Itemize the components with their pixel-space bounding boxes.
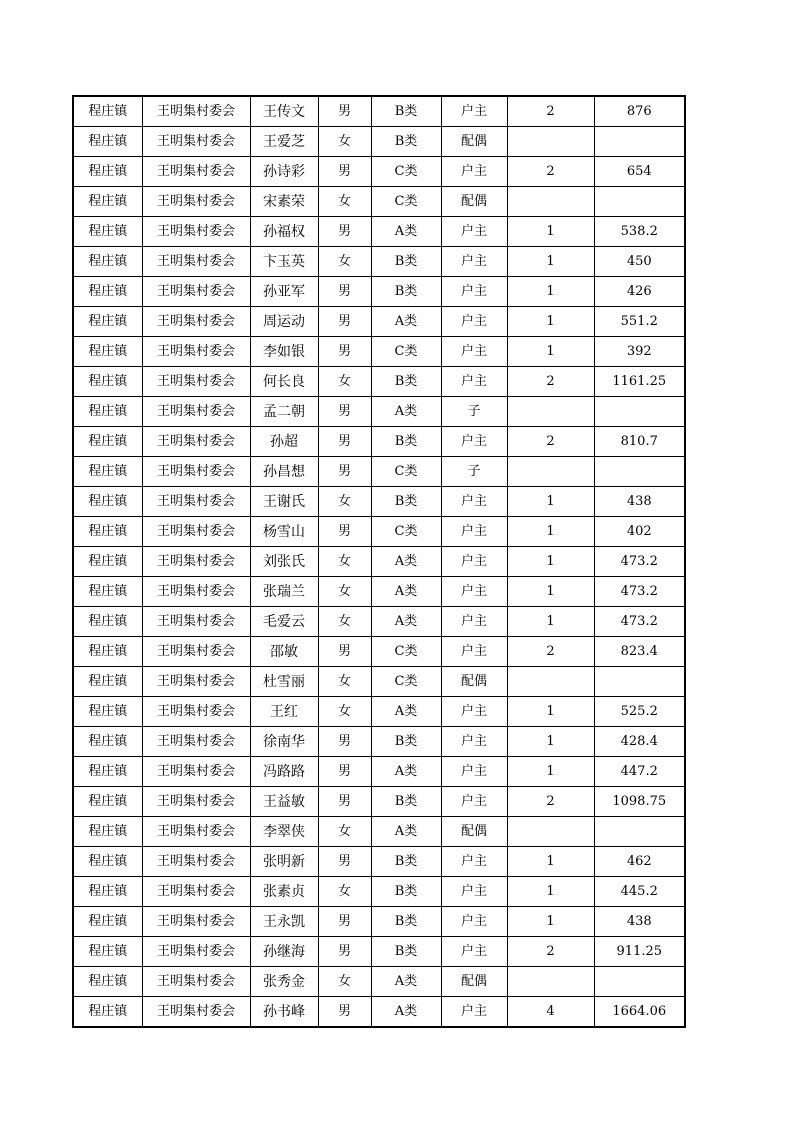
amount-cell: 654 (594, 157, 685, 187)
town-cell: 程庄镇 (73, 757, 142, 787)
household-size-cell: 4 (507, 997, 594, 1028)
table-row (73, 337, 685, 367)
village-cell: 王明集村委会 (142, 217, 250, 247)
village-cell: 王明集村委会 (142, 577, 250, 607)
village-cell: 王明集村委会 (142, 667, 250, 697)
household-size-cell: 1 (507, 757, 594, 787)
gender-cell: 男 (318, 457, 371, 487)
gender-cell: 男 (318, 307, 371, 337)
person-name-cell: 杜雪丽 (250, 667, 318, 697)
gender-cell: 女 (318, 187, 371, 217)
gender-cell: 男 (318, 277, 371, 307)
category-cell: A类 (371, 757, 441, 787)
person-name-cell: 冯路路 (250, 757, 318, 787)
gender-cell: 男 (318, 847, 371, 877)
category-cell: B类 (371, 96, 441, 127)
category-cell: A类 (371, 967, 441, 997)
person-name-cell: 王益敏 (250, 787, 318, 817)
town-cell: 程庄镇 (73, 157, 142, 187)
village-cell: 王明集村委会 (142, 457, 250, 487)
village-cell: 王明集村委会 (142, 907, 250, 937)
gender-cell: 女 (318, 667, 371, 697)
category-cell: C类 (371, 187, 441, 217)
relation-cell: 户主 (441, 607, 507, 637)
gender-cell: 女 (318, 817, 371, 847)
town-cell: 程庄镇 (73, 697, 142, 727)
household-size-cell: 1 (507, 727, 594, 757)
relation-cell: 户主 (441, 937, 507, 967)
amount-cell (594, 967, 685, 997)
table-row (73, 157, 685, 187)
village-cell: 王明集村委会 (142, 487, 250, 517)
amount-cell (594, 397, 685, 427)
town-cell: 程庄镇 (73, 367, 142, 397)
town-cell: 程庄镇 (73, 217, 142, 247)
relation-cell: 户主 (441, 307, 507, 337)
category-cell: A类 (371, 817, 441, 847)
gender-cell: 男 (318, 637, 371, 667)
relation-cell: 户主 (441, 577, 507, 607)
table-row (73, 787, 685, 817)
person-name-cell: 孙超 (250, 427, 318, 457)
category-cell: C类 (371, 637, 441, 667)
amount-cell: 911.25 (594, 937, 685, 967)
gender-cell: 女 (318, 577, 371, 607)
gender-cell: 女 (318, 127, 371, 157)
town-cell: 程庄镇 (73, 787, 142, 817)
relation-cell: 户主 (441, 517, 507, 547)
household-size-cell (507, 967, 594, 997)
relation-cell: 户主 (441, 427, 507, 457)
gender-cell: 男 (318, 96, 371, 127)
person-name-cell: 王永凯 (250, 907, 318, 937)
household-size-cell: 1 (507, 847, 594, 877)
household-size-cell: 2 (507, 637, 594, 667)
gender-cell: 男 (318, 517, 371, 547)
relation-cell: 户主 (441, 547, 507, 577)
amount-cell: 428.4 (594, 727, 685, 757)
person-name-cell: 王红 (250, 697, 318, 727)
town-cell: 程庄镇 (73, 457, 142, 487)
person-name-cell: 李翠侠 (250, 817, 318, 847)
household-size-cell: 1 (507, 607, 594, 637)
town-cell: 程庄镇 (73, 967, 142, 997)
town-cell: 程庄镇 (73, 427, 142, 457)
relation-cell: 户主 (441, 907, 507, 937)
relation-cell: 配偶 (441, 667, 507, 697)
amount-cell: 462 (594, 847, 685, 877)
amount-cell: 525.2 (594, 697, 685, 727)
village-cell: 王明集村委会 (142, 397, 250, 427)
amount-cell: 392 (594, 337, 685, 367)
table-row (73, 307, 685, 337)
table-row (73, 487, 685, 517)
relation-cell: 配偶 (441, 817, 507, 847)
gender-cell: 男 (318, 727, 371, 757)
category-cell: C类 (371, 157, 441, 187)
village-cell: 王明集村委会 (142, 277, 250, 307)
household-size-cell: 1 (507, 697, 594, 727)
person-name-cell: 宋素荣 (250, 187, 318, 217)
gender-cell: 男 (318, 937, 371, 967)
village-cell: 王明集村委会 (142, 817, 250, 847)
village-cell: 王明集村委会 (142, 607, 250, 637)
relation-cell: 户主 (441, 997, 507, 1028)
category-cell: C类 (371, 517, 441, 547)
amount-cell: 445.2 (594, 877, 685, 907)
category-cell: B类 (371, 907, 441, 937)
person-name-cell: 孙诗彩 (250, 157, 318, 187)
person-name-cell: 孙福权 (250, 217, 318, 247)
category-cell: A类 (371, 217, 441, 247)
village-cell: 王明集村委会 (142, 877, 250, 907)
household-size-cell: 1 (507, 877, 594, 907)
table-row (73, 697, 685, 727)
amount-cell (594, 187, 685, 217)
town-cell: 程庄镇 (73, 847, 142, 877)
person-name-cell: 邵敏 (250, 637, 318, 667)
category-cell: B类 (371, 427, 441, 457)
relation-cell: 户主 (441, 277, 507, 307)
household-size-cell (507, 667, 594, 697)
table-row (73, 547, 685, 577)
person-name-cell: 李如银 (250, 337, 318, 367)
person-name-cell: 孟二朝 (250, 397, 318, 427)
person-name-cell: 王爱芝 (250, 127, 318, 157)
table-row (73, 96, 685, 127)
relation-cell: 户主 (441, 787, 507, 817)
village-cell: 王明集村委会 (142, 187, 250, 217)
gender-cell: 女 (318, 367, 371, 397)
category-cell: A类 (371, 697, 441, 727)
person-name-cell: 张秀金 (250, 967, 318, 997)
amount-cell: 1664.06 (594, 997, 685, 1028)
relation-cell: 户主 (441, 157, 507, 187)
household-size-cell: 1 (507, 277, 594, 307)
town-cell: 程庄镇 (73, 877, 142, 907)
household-size-cell: 2 (507, 96, 594, 127)
town-cell: 程庄镇 (73, 907, 142, 937)
village-cell: 王明集村委会 (142, 247, 250, 277)
person-name-cell: 王谢氏 (250, 487, 318, 517)
town-cell: 程庄镇 (73, 607, 142, 637)
relation-cell: 配偶 (441, 187, 507, 217)
table-row (73, 277, 685, 307)
town-cell: 程庄镇 (73, 397, 142, 427)
table-row (73, 637, 685, 667)
amount-cell: 538.2 (594, 217, 685, 247)
household-size-cell: 2 (507, 157, 594, 187)
table-row (73, 937, 685, 967)
amount-cell: 447.2 (594, 757, 685, 787)
gender-cell: 男 (318, 907, 371, 937)
amount-cell: 473.2 (594, 577, 685, 607)
village-cell: 王明集村委会 (142, 937, 250, 967)
village-cell: 王明集村委会 (142, 157, 250, 187)
village-cell: 王明集村委会 (142, 727, 250, 757)
household-size-cell: 1 (507, 247, 594, 277)
amount-cell: 810.7 (594, 427, 685, 457)
amount-cell: 438 (594, 907, 685, 937)
relation-cell: 配偶 (441, 967, 507, 997)
relation-cell: 户主 (441, 847, 507, 877)
category-cell: B类 (371, 367, 441, 397)
relation-cell: 户主 (441, 697, 507, 727)
relation-cell: 户主 (441, 217, 507, 247)
person-name-cell: 周运动 (250, 307, 318, 337)
household-size-cell: 1 (507, 907, 594, 937)
table-row (73, 217, 685, 247)
gender-cell: 男 (318, 217, 371, 247)
gender-cell: 女 (318, 247, 371, 277)
amount-cell: 426 (594, 277, 685, 307)
category-cell: B类 (371, 787, 441, 817)
table-row (73, 457, 685, 487)
town-cell: 程庄镇 (73, 96, 142, 127)
household-size-cell: 1 (507, 547, 594, 577)
person-name-cell: 孙继海 (250, 937, 318, 967)
village-cell: 王明集村委会 (142, 547, 250, 577)
town-cell: 程庄镇 (73, 817, 142, 847)
amount-cell: 473.2 (594, 547, 685, 577)
town-cell: 程庄镇 (73, 667, 142, 697)
gender-cell: 男 (318, 757, 371, 787)
amount-cell: 1161.25 (594, 367, 685, 397)
household-size-cell: 2 (507, 427, 594, 457)
town-cell: 程庄镇 (73, 577, 142, 607)
gender-cell: 女 (318, 967, 371, 997)
household-size-cell (507, 817, 594, 847)
person-name-cell: 杨雪山 (250, 517, 318, 547)
category-cell: A类 (371, 577, 441, 607)
person-name-cell: 张瑞兰 (250, 577, 318, 607)
household-size-cell: 2 (507, 367, 594, 397)
village-cell: 王明集村委会 (142, 367, 250, 397)
relation-cell: 配偶 (441, 127, 507, 157)
table-row (73, 607, 685, 637)
household-size-cell: 2 (507, 787, 594, 817)
amount-cell (594, 817, 685, 847)
person-name-cell: 何长良 (250, 367, 318, 397)
table-row (73, 877, 685, 907)
village-cell: 王明集村委会 (142, 997, 250, 1028)
relation-cell: 子 (441, 397, 507, 427)
gender-cell: 男 (318, 337, 371, 367)
table-row (73, 427, 685, 457)
gender-cell: 男 (318, 787, 371, 817)
category-cell: B类 (371, 877, 441, 907)
relation-cell: 户主 (441, 487, 507, 517)
amount-cell: 473.2 (594, 607, 685, 637)
table-row (73, 187, 685, 217)
table-row (73, 397, 685, 427)
gender-cell: 女 (318, 487, 371, 517)
category-cell: C类 (371, 667, 441, 697)
table-row (73, 667, 685, 697)
gender-cell: 男 (318, 397, 371, 427)
table-row (73, 847, 685, 877)
amount-cell (594, 457, 685, 487)
village-cell: 王明集村委会 (142, 427, 250, 457)
amount-cell: 823.4 (594, 637, 685, 667)
town-cell: 程庄镇 (73, 997, 142, 1028)
category-cell: A类 (371, 397, 441, 427)
category-cell: B类 (371, 487, 441, 517)
person-name-cell: 孙昌想 (250, 457, 318, 487)
amount-cell: 876 (594, 96, 685, 127)
village-cell: 王明集村委会 (142, 337, 250, 367)
town-cell: 程庄镇 (73, 277, 142, 307)
household-size-cell (507, 187, 594, 217)
relation-cell: 户主 (441, 247, 507, 277)
village-cell: 王明集村委会 (142, 96, 250, 127)
table-row (73, 247, 685, 277)
person-name-cell: 王传文 (250, 96, 318, 127)
town-cell: 程庄镇 (73, 727, 142, 757)
household-size-cell: 2 (507, 937, 594, 967)
town-cell: 程庄镇 (73, 337, 142, 367)
category-cell: C类 (371, 457, 441, 487)
town-cell: 程庄镇 (73, 187, 142, 217)
household-size-cell: 1 (507, 307, 594, 337)
table-row (73, 577, 685, 607)
household-size-cell: 1 (507, 337, 594, 367)
household-size-cell: 1 (507, 577, 594, 607)
category-cell: B类 (371, 937, 441, 967)
table-row (73, 727, 685, 757)
category-cell: B类 (371, 727, 441, 757)
person-name-cell: 张明新 (250, 847, 318, 877)
village-cell: 王明集村委会 (142, 127, 250, 157)
relation-cell: 户主 (441, 727, 507, 757)
amount-cell (594, 127, 685, 157)
household-size-cell: 1 (507, 517, 594, 547)
gender-cell: 男 (318, 157, 371, 187)
table-row (73, 817, 685, 847)
category-cell: B类 (371, 277, 441, 307)
table-row (73, 127, 685, 157)
relation-cell: 子 (441, 457, 507, 487)
relation-cell: 户主 (441, 637, 507, 667)
town-cell: 程庄镇 (73, 517, 142, 547)
table-row (73, 967, 685, 997)
gender-cell: 男 (318, 427, 371, 457)
relation-cell: 户主 (441, 757, 507, 787)
person-name-cell: 卞玉英 (250, 247, 318, 277)
table-row (73, 517, 685, 547)
gender-cell: 女 (318, 877, 371, 907)
amount-cell (594, 667, 685, 697)
amount-cell: 551.2 (594, 307, 685, 337)
gender-cell: 女 (318, 697, 371, 727)
person-name-cell: 徐南华 (250, 727, 318, 757)
table-body (73, 96, 685, 1027)
category-cell: A类 (371, 307, 441, 337)
data-table (72, 95, 686, 1028)
relation-cell: 户主 (441, 337, 507, 367)
town-cell: 程庄镇 (73, 547, 142, 577)
household-size-cell: 1 (507, 487, 594, 517)
category-cell: B类 (371, 247, 441, 277)
gender-cell: 女 (318, 607, 371, 637)
relation-cell: 户主 (441, 877, 507, 907)
category-cell: B类 (371, 847, 441, 877)
town-cell: 程庄镇 (73, 937, 142, 967)
table-row (73, 907, 685, 937)
village-cell: 王明集村委会 (142, 517, 250, 547)
household-size-cell: 1 (507, 217, 594, 247)
category-cell: B类 (371, 127, 441, 157)
amount-cell: 450 (594, 247, 685, 277)
amount-cell: 438 (594, 487, 685, 517)
gender-cell: 女 (318, 547, 371, 577)
village-cell: 王明集村委会 (142, 637, 250, 667)
relation-cell: 户主 (441, 96, 507, 127)
town-cell: 程庄镇 (73, 637, 142, 667)
household-size-cell (507, 127, 594, 157)
person-name-cell: 刘张氏 (250, 547, 318, 577)
category-cell: A类 (371, 547, 441, 577)
town-cell: 程庄镇 (73, 307, 142, 337)
village-cell: 王明集村委会 (142, 847, 250, 877)
village-cell: 王明集村委会 (142, 757, 250, 787)
town-cell: 程庄镇 (73, 247, 142, 277)
person-name-cell: 毛爱云 (250, 607, 318, 637)
gender-cell: 男 (318, 997, 371, 1028)
town-cell: 程庄镇 (73, 487, 142, 517)
village-cell: 王明集村委会 (142, 967, 250, 997)
table-row (73, 997, 685, 1028)
person-name-cell: 张素贞 (250, 877, 318, 907)
table-row (73, 757, 685, 787)
village-cell: 王明集村委会 (142, 787, 250, 817)
person-name-cell: 孙亚军 (250, 277, 318, 307)
category-cell: A类 (371, 997, 441, 1028)
household-size-cell (507, 397, 594, 427)
town-cell: 程庄镇 (73, 127, 142, 157)
household-size-cell (507, 457, 594, 487)
person-name-cell: 孙书峰 (250, 997, 318, 1028)
amount-cell: 402 (594, 517, 685, 547)
table-row (73, 367, 685, 397)
category-cell: A类 (371, 607, 441, 637)
category-cell: C类 (371, 337, 441, 367)
relation-cell: 户主 (441, 367, 507, 397)
amount-cell: 1098.75 (594, 787, 685, 817)
village-cell: 王明集村委会 (142, 307, 250, 337)
village-cell: 王明集村委会 (142, 697, 250, 727)
